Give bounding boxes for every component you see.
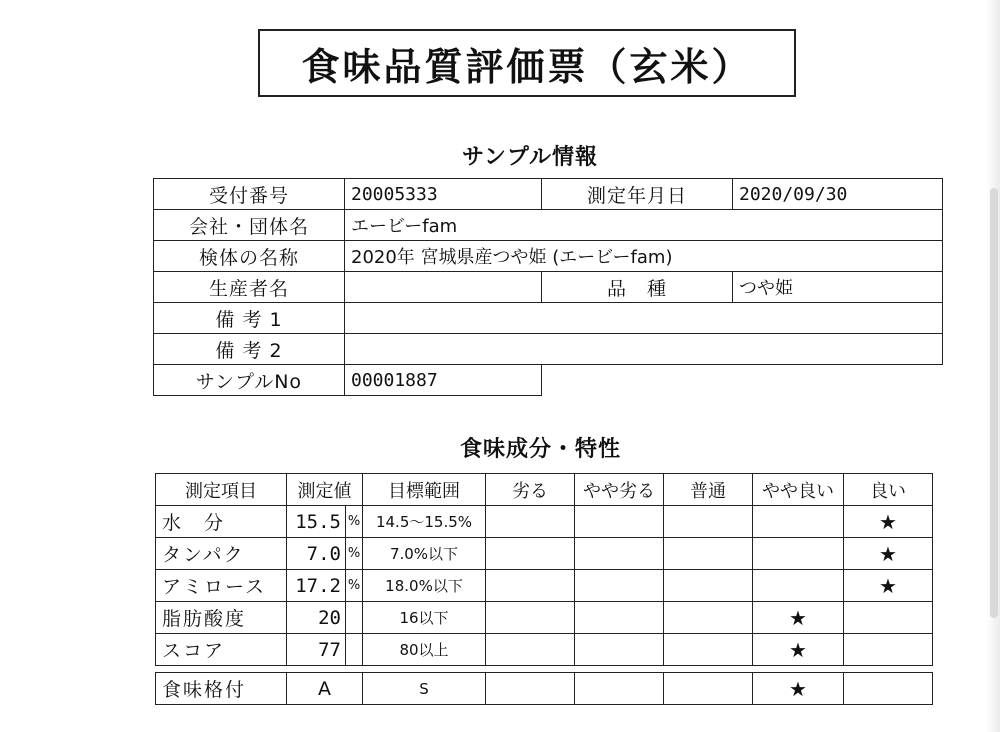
row-rating-2	[664, 602, 753, 634]
grade-value: A	[287, 673, 363, 705]
row-unit	[346, 602, 363, 634]
attribute-row	[156, 634, 933, 666]
row-item: 脂肪酸度	[156, 602, 287, 634]
grade-row	[156, 673, 933, 705]
row-rating-2	[664, 570, 753, 602]
row-value: 15.5	[287, 506, 346, 538]
company-label: 会社・団体名	[154, 210, 345, 241]
row-value: 20	[287, 602, 346, 634]
receipt-no-value: 20005333	[345, 179, 542, 210]
row-item: 水 分	[156, 506, 287, 538]
header-average: 普通	[664, 474, 753, 506]
sample-no-value: 00001887	[345, 365, 542, 396]
header-good: 良い	[844, 474, 933, 506]
row-item: スコア	[156, 634, 287, 666]
row-unit	[346, 634, 363, 666]
measure-date-label: 測定年月日	[542, 179, 733, 210]
row-rating-1	[575, 602, 664, 634]
sample-no-label: サンプルNo	[154, 365, 345, 396]
row-rating-3	[753, 506, 844, 538]
remark1-label: 備 考 1	[154, 303, 345, 334]
specimen-value: 2020年 宮城県産つや姫 (エービーfam)	[345, 241, 943, 272]
row-item: タンパク	[156, 538, 287, 570]
attribute-row	[156, 538, 933, 570]
header-slightly-good: やや良い	[753, 474, 844, 506]
row-unit: %	[346, 570, 363, 602]
remark2-value	[345, 334, 943, 365]
row-rating-3	[753, 570, 844, 602]
row-range: 80以上	[363, 634, 486, 666]
row-rating-0	[486, 634, 575, 666]
remark2-label: 備 考 2	[154, 334, 345, 365]
measure-date-value: 2020/09/30	[733, 179, 943, 210]
header-item: 測定項目	[156, 474, 287, 506]
row-range: 18.0%以下	[363, 570, 486, 602]
row-rating-4	[844, 634, 933, 666]
attribute-rows	[156, 506, 933, 666]
row-item: アミロース	[156, 570, 287, 602]
spacer	[156, 666, 933, 673]
company-value: エービーfam	[345, 210, 943, 241]
grade-rating-1	[575, 673, 664, 705]
attribute-row	[156, 602, 933, 634]
header-range: 目標範囲	[363, 474, 486, 506]
row-rating-4: ★	[844, 538, 933, 570]
producer-value	[345, 272, 542, 303]
row-rating-4	[844, 602, 933, 634]
row-value: 77	[287, 634, 346, 666]
attribute-row	[156, 570, 933, 602]
row-rating-2	[664, 634, 753, 666]
row-range: 16以下	[363, 602, 486, 634]
row-value: 17.2	[287, 570, 346, 602]
row-rating-0	[486, 506, 575, 538]
row-rating-1	[575, 634, 664, 666]
row-unit: %	[346, 538, 363, 570]
grade-rating-0	[486, 673, 575, 705]
row-range: 7.0%以下	[363, 538, 486, 570]
sample-info-heading: サンプル情報	[462, 145, 599, 170]
row-unit: %	[346, 506, 363, 538]
attributes-heading: 食味成分・特性	[460, 437, 622, 462]
grade-rating-2	[664, 673, 753, 705]
receipt-no-label: 受付番号	[154, 179, 345, 210]
remark1-value	[345, 303, 943, 334]
variety-label: 品 種	[542, 272, 733, 303]
scrollbar-thumb[interactable]	[990, 188, 998, 618]
grade-rating-3: ★	[753, 673, 844, 705]
attribute-row	[156, 506, 933, 538]
empty-cell	[542, 365, 943, 396]
document-title: 食味品質評価票（玄米）	[258, 29, 796, 97]
producer-label: 生産者名	[154, 272, 345, 303]
specimen-label: 検体の名称	[154, 241, 345, 272]
row-rating-4: ★	[844, 570, 933, 602]
grade-rating-4	[844, 673, 933, 705]
grade-label: 食味格付	[156, 673, 287, 705]
header-slightly-poor: やや劣る	[575, 474, 664, 506]
row-rating-3	[753, 538, 844, 570]
row-rating-1	[575, 570, 664, 602]
row-rating-1	[575, 538, 664, 570]
row-rating-3: ★	[753, 602, 844, 634]
grade-target: S	[363, 673, 486, 705]
row-rating-3: ★	[753, 634, 844, 666]
row-rating-2	[664, 506, 753, 538]
row-rating-4: ★	[844, 506, 933, 538]
sample-info-table	[153, 178, 943, 396]
row-rating-0	[486, 538, 575, 570]
row-range: 14.5～15.5%	[363, 506, 486, 538]
row-rating-1	[575, 506, 664, 538]
header-poor: 劣る	[486, 474, 575, 506]
row-value: 7.0	[287, 538, 346, 570]
row-rating-2	[664, 538, 753, 570]
header-value: 測定値	[287, 474, 363, 506]
variety-value: つや姫	[733, 272, 943, 303]
attributes-table	[155, 473, 933, 705]
row-rating-0	[486, 570, 575, 602]
row-rating-0	[486, 602, 575, 634]
